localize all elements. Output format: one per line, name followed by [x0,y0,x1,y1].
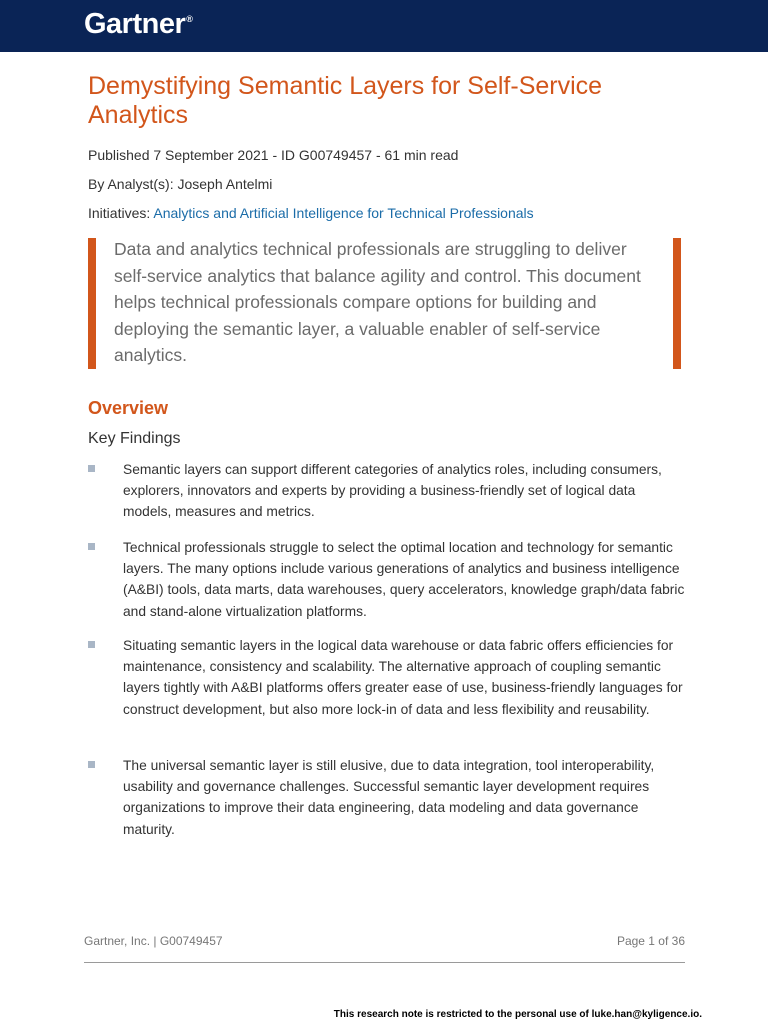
initiatives-info [88,205,534,221]
restriction-notice: This research note is restricted to the personal use of luke.han@kyligence.io. [333,1009,702,1020]
summary-accent-bar-left [88,238,96,369]
published-info: Published 7 September 2021 - ID G00749457 - 61 min read [88,147,459,163]
finding-text: Semantic layers can support different categories of analytics roles, including consumers, explorers, innovators and experts by providing a business-friendly set of logical data models, measures and metrics. [123,462,662,520]
square-bullet-icon [88,465,95,472]
analyst-info: By Analyst(s): Joseph Antelmi [88,176,273,192]
summary-accent-bar-right [673,238,681,369]
initiative-link[interactable]: Analytics and Artificial Intelligence for Technical Professionals [153,205,534,221]
square-bullet-icon [88,641,95,648]
finding-text: Situating semantic layers in the logical data warehouse or data fabric offers efficiencies for maintenance, consistency and scalability. The alternative approach of coupling semantic layers tightly with A&BI platforms offers greater ease of use, business-friendly languages for construct development, but also more lock-in of data and less flexibility and reusability. [123,638,683,717]
logo-text: Gartner [84,8,186,40]
overview-heading: Overview [88,398,169,418]
square-bullet-icon [88,543,95,550]
square-bullet-icon [88,761,95,768]
footer-document-id: Gartner, Inc. | G00749457 [84,934,223,948]
key-findings-heading: Key Findings [88,430,181,447]
footer-page-number: Page 1 of 36 [616,934,685,948]
footer-divider [84,962,685,963]
summary-text: Data and analytics technical professionals are struggling to deliver self-service analytics that balance agility and control. This document helps technical professionals compare options for building and deploying the semantic layer, a valuable enabler of self-service analytics. [114,239,641,365]
document-title: Demystifying Semantic Layers for Self-Service Analytics [88,72,603,129]
registered-mark: ® [186,14,193,25]
finding-text: The universal semantic layer is still elusive, due to data integration, tool interoperability, usability and governance challenges. Successful semantic layer development requires organizations to improve their data engineering, data modeling and data governance maturity. [123,758,655,837]
finding-text: Technical professionals struggle to select the optimal location and technology for semantic layers. The many options include various generations of analytics and business intelligence (A&BI) tools, data marts, data warehouses, query accelerators, knowledge graph/data fabric and stand-alone virtualization platforms. [123,540,685,619]
header-bar [0,0,768,52]
initiatives-label: Initiatives: [88,205,154,221]
gartner-logo[interactable] [84,8,192,41]
